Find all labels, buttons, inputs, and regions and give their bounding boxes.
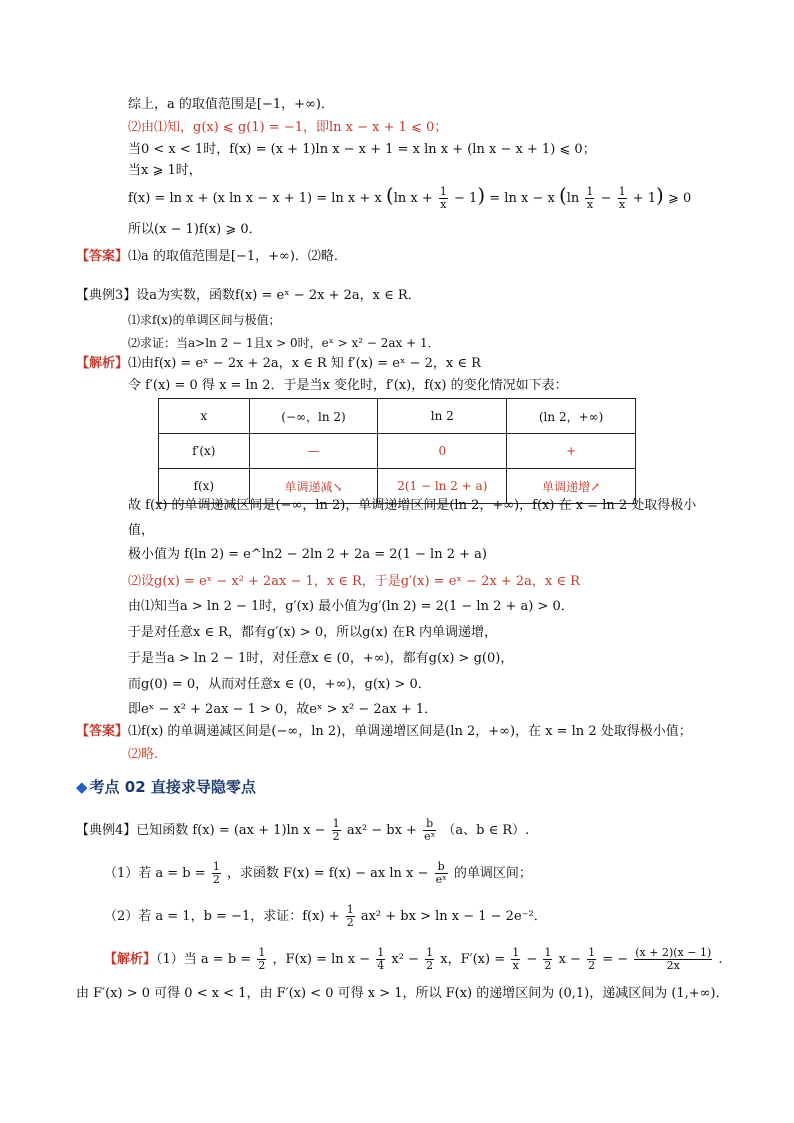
table-cell: f(x) bbox=[159, 469, 250, 504]
fraction-b-over-ex: $\frac{b}{\text{eˣ}}$ bbox=[424, 817, 436, 843]
question-text: ax² + bx > ln x − 1 − 2e⁻²． bbox=[360, 909, 547, 924]
solution-text: x − bbox=[558, 952, 581, 967]
table-cell: + bbox=[507, 434, 636, 469]
solution-3-line-1 bbox=[76, 355, 481, 373]
summary-equation: f(x) = ln x + (x ln x − x + 1) = ln x + x (ln x + $\frac{1}{x}$ − 1) = ln x − x (ln $\frac{1}{x}$ − $\frac{1}{x}$ + 1) ⩾ 0 bbox=[128, 183, 692, 211]
table-cell: x bbox=[159, 399, 250, 434]
table-cell: 单调递减↘ bbox=[249, 469, 378, 504]
table-cell: (ln 2，+∞) bbox=[507, 399, 636, 434]
eq-part-g: + 1 bbox=[632, 191, 657, 206]
table-row bbox=[159, 399, 636, 434]
fraction-1-over-x: $\frac{1}{x}$ bbox=[512, 946, 520, 972]
table-cell: ln 2 bbox=[378, 399, 507, 434]
answer-3-line-1 bbox=[76, 723, 692, 741]
question-text: 的单调区间； bbox=[453, 866, 532, 881]
question-text: ，求函数 F(x) = f(x) − ax ln x − bbox=[226, 866, 429, 881]
fraction-half: $\frac{1}{2}$ bbox=[212, 860, 220, 886]
solution-3-line-2: 令 f′(x) = 0 得 x = ln 2．于是当x 变化时，f′(x)，f(x) 的变化情况如下表： bbox=[128, 378, 568, 393]
solution-tag: 【解析】 bbox=[104, 952, 157, 967]
solution-3-line-10: 而g(0) = 0，从而对任意x ∈ (0，+∞)，g(x) > 0． bbox=[128, 677, 431, 692]
summary-line-4: 当x ⩾ 1时， bbox=[128, 163, 202, 178]
solution-3-line-7: 由⑴知当a > ln 2 − 1时，g′(x) 最小值为g′(ln 2) = 2(1 − ln 2 + a) > 0． bbox=[128, 599, 574, 614]
solution-3-line-8: 于是对任意x ∈ R，都有g′(x) > 0，所以g(x) 在R 内单调递增， bbox=[128, 625, 498, 640]
solution-text: = − bbox=[602, 952, 629, 967]
example-3-q1: ⑴求f(x)的单调区间与极值； bbox=[128, 313, 281, 327]
solution-text: ⑴由f(x) = eˣ − 2x + 2a，x ∈ R 知 f′(x) = eˣ − 2，x ∈ R bbox=[128, 356, 481, 371]
summary-line-1: 综上，a 的取值范围是[−1，+∞)． bbox=[128, 97, 334, 112]
solution-4-line-1 bbox=[104, 947, 723, 972]
table-cell: 单调递增↗ bbox=[507, 469, 636, 504]
fraction-b-over-ex: $\frac{b}{\text{eˣ}}$ bbox=[435, 860, 447, 886]
eq-part-h: ⩾ 0 bbox=[668, 191, 692, 206]
example-4-intro bbox=[76, 818, 529, 843]
example-text: 设a为实数，函数f(x) = eˣ − 2x + 2a，x ∈ R． bbox=[136, 288, 421, 303]
fraction-half: $\frac{1}{2}$ bbox=[588, 946, 596, 972]
example-4-q1 bbox=[104, 861, 532, 886]
solution-text: （1）当 a = b = bbox=[156, 952, 252, 967]
solution-text: ，F(x) = ln x − bbox=[272, 952, 371, 967]
solution-3-line-11: 即eˣ − x² + 2ax − 1 > 0，故eˣ > x² − 2ax + 1． bbox=[128, 702, 438, 717]
fraction-half: $\frac{1}{2}$ bbox=[332, 817, 340, 843]
fraction-half: $\frac{1}{2}$ bbox=[258, 946, 266, 972]
answer-text: ⑴f(x) 的单调递减区间是(−∞，ln 2)，单调递增区间是(ln 2，+∞)，在 x = ln 2 处取得极小值； bbox=[128, 724, 692, 739]
example-3-q2: ⑵求证：当a>ln 2 − 1且x > 0时，eˣ > x² − 2ax + 1． bbox=[128, 336, 440, 350]
solution-3-line-9: 于是当a > ln 2 − 1时，对任意x ∈ (0，+∞)，都有g(x) > g(0)， bbox=[128, 651, 514, 666]
solution-text: − bbox=[526, 952, 538, 967]
section-heading bbox=[76, 776, 256, 797]
summary-line-2: ⑵由⑴知，g(x) ⩽ g(1) = −1，即ln x − x + 1 ⩽ 0； bbox=[128, 120, 448, 135]
eq-part-b: ln x + bbox=[393, 191, 433, 206]
table-cell: (−∞，ln 2) bbox=[249, 399, 378, 434]
answer-1 bbox=[76, 248, 347, 266]
fraction-1-over-x: $\frac{1}{x}$ bbox=[618, 185, 626, 211]
eq-part-d: = ln x − x bbox=[489, 191, 555, 206]
table-cell: 2(1 − ln 2 + a) bbox=[378, 469, 507, 504]
section-title: 考点 02 直接求导隐零点 bbox=[89, 778, 256, 796]
example-3-intro bbox=[76, 287, 421, 305]
eq-part-c: − 1 bbox=[454, 191, 478, 206]
solution-3-line-4: 值， bbox=[128, 523, 155, 538]
fraction-quarter: $\frac{1}{4}$ bbox=[377, 946, 385, 972]
fraction-1-over-x: $\frac{1}{x}$ bbox=[586, 185, 594, 211]
answer-tag: 【答案】 bbox=[76, 249, 129, 264]
table-cell: 0 bbox=[378, 434, 507, 469]
answer-3-line-2: ⑵略. bbox=[128, 747, 159, 762]
table-row bbox=[159, 434, 636, 469]
question-text: （2）若 a = 1，b = −1，求证：f(x) + bbox=[104, 909, 340, 924]
example-tag: 【典例4】 bbox=[76, 823, 137, 838]
table-cell: — bbox=[249, 434, 378, 469]
eq-part-f: − bbox=[600, 191, 612, 206]
example-text: 已知函数 f(x) = (ax + 1)ln x − bbox=[136, 823, 326, 838]
solution-text: . bbox=[718, 952, 723, 967]
question-text: （1）若 a = b = bbox=[104, 866, 206, 881]
solution-4-line-2: 由 F′(x) > 0 可得 0 < x < 1，由 F′(x) < 0 可得 x > 1，所以 F(x) 的递增区间为 (0,1)，递减区间为 (1,+∞)． bbox=[76, 986, 729, 1001]
summary-line-6: 所以(x − 1)f(x) ⩾ 0． bbox=[128, 222, 262, 237]
eq-part-e: ln bbox=[566, 191, 580, 206]
solution-text: x² − bbox=[391, 952, 419, 967]
solution-text: x，F′(x) = bbox=[440, 952, 506, 967]
solution-3-line-6: ⑵设g(x) = eˣ − x² + 2ax − 1，x ∈ R，于是g′(x) = eˣ − 2x + 2a，x ∈ R bbox=[128, 574, 580, 589]
fraction-half: $\frac{1}{2}$ bbox=[544, 946, 552, 972]
solution-3-line-3: 故 f(x) 的单调递减区间是(−∞，ln 2)，单调递增区间是(ln 2，+∞)，f(x) 在 x = ln 2 处取得极小 bbox=[128, 498, 697, 513]
example-text: （a、b ∈ R）. bbox=[442, 823, 530, 838]
fraction-derivative: $\frac{(x + 2)(x - 1)}{2x}$ bbox=[635, 946, 712, 972]
example-4-q2 bbox=[104, 904, 547, 929]
example-tag: 【典例3】 bbox=[76, 288, 137, 303]
fraction-half: $\frac{1}{2}$ bbox=[346, 903, 354, 929]
answer-text: ⑴a 的取值范围是[−1，+∞)．⑵略． bbox=[128, 249, 347, 264]
table-cell: f′(x) bbox=[159, 434, 250, 469]
diamond-icon: ◆ bbox=[76, 778, 88, 796]
summary-line-3: 当0 < x < 1时，f(x) = (x + 1)ln x − x + 1 = x ln x + (ln x − x + 1) ⩽ 0； bbox=[128, 142, 596, 157]
solution-3-line-5: 极小值为 f(ln 2) = e^ln2 − 2ln 2 + 2a = 2(1 − ln 2 + a) bbox=[128, 547, 487, 562]
variation-table bbox=[158, 398, 636, 504]
example-text: ax² − bx + bbox=[346, 823, 417, 838]
eq-part-a: f(x) = ln x + (x ln x − x + 1) = ln x + x bbox=[128, 191, 382, 206]
fraction-half: $\frac{1}{2}$ bbox=[426, 946, 434, 972]
solution-tag: 【解析】 bbox=[76, 356, 129, 371]
fraction-1-over-x: $\frac{1}{x}$ bbox=[439, 185, 447, 211]
answer-tag: 【答案】 bbox=[76, 724, 129, 739]
